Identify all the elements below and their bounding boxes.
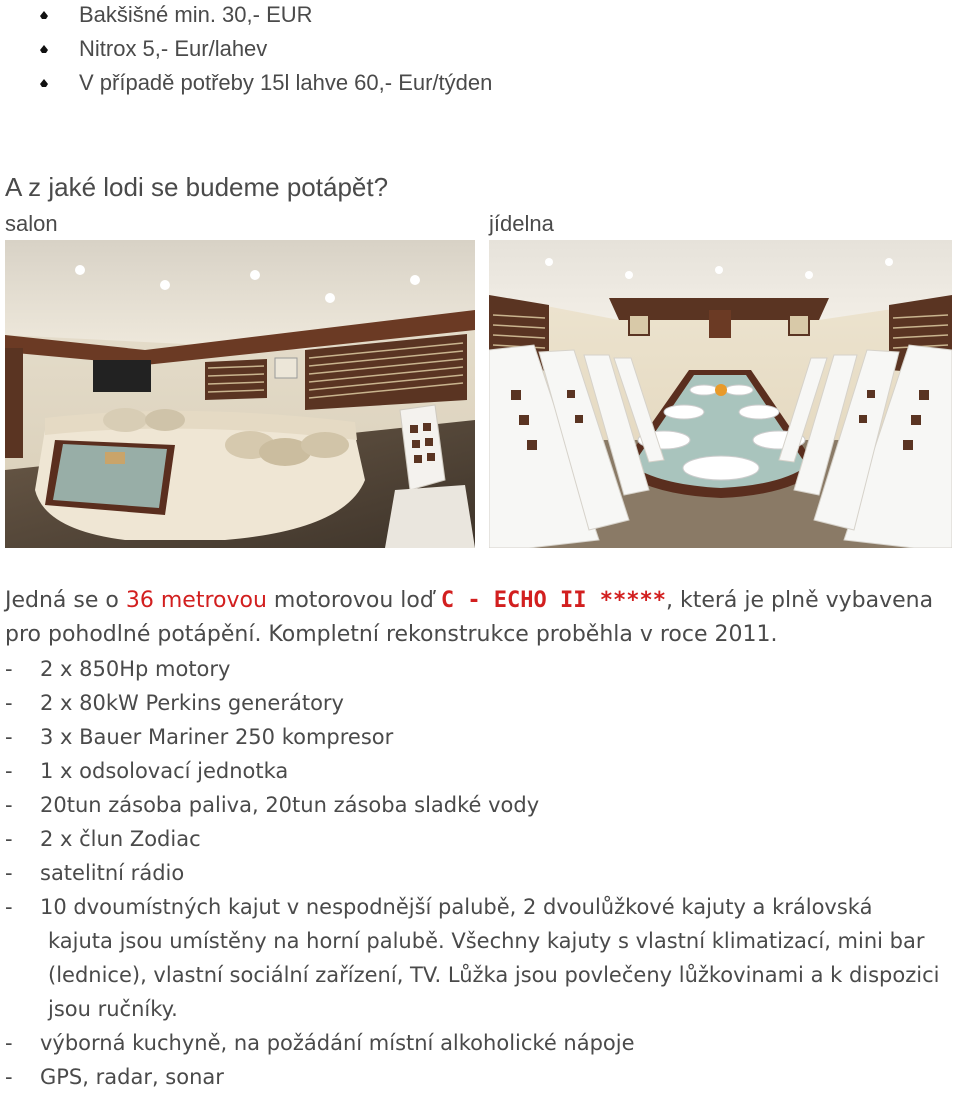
spec-item — [0, 856, 960, 890]
spec-text: 10 dvoumístných kajut v nespodnější palubě, 2 dvoulůžkové kajuty a královská — [40, 895, 873, 919]
fee-list — [0, 0, 700, 102]
intro-text: , která je plně vybavena pro pohodlné potápění. Kompletní rekonstrukce proběhla v roce 2011. — [5, 588, 934, 647]
dash-marker: - — [5, 657, 13, 681]
fee-item-text: Bakšišné min. 30,- EUR — [79, 2, 313, 27]
spec-item — [0, 1026, 960, 1060]
spec-item — [0, 720, 960, 754]
dining-photo — [489, 240, 952, 548]
spec-item — [0, 686, 960, 720]
spec-text: 1 x odsolovací jednotka — [40, 759, 289, 783]
fee-item — [0, 0, 700, 34]
spec-text: 2 x člun Zodiac — [40, 827, 201, 851]
intro-text: motorovou loď — [266, 588, 441, 613]
dash-marker: - — [5, 725, 13, 749]
boat-description — [5, 584, 960, 652]
fee-item-text: Nitrox 5,- Eur/lahev — [79, 36, 268, 61]
spec-text: 20tun zásoba paliva, 20tun zásoba sladké vody — [40, 793, 540, 817]
spec-item — [0, 652, 960, 686]
bullet-icon — [40, 11, 48, 19]
spec-text: 2 x 850Hp motory — [40, 657, 231, 681]
fee-item — [0, 68, 700, 102]
caption-salon: salon — [5, 211, 58, 236]
spec-text: 3 x Bauer Mariner 250 kompresor — [40, 725, 394, 749]
spec-item — [0, 788, 960, 822]
spec-text: výborná kuchyně, na požádání místní alkoholické nápoje — [40, 1031, 635, 1055]
spec-item — [0, 822, 960, 856]
salon-photo — [5, 240, 475, 548]
dash-marker: - — [5, 793, 13, 817]
intro-text: Jedná se o — [5, 588, 126, 613]
spec-item — [0, 1060, 960, 1094]
boat-length: 36 metrovou — [125, 588, 267, 613]
spec-item — [0, 754, 960, 788]
spec-text: satelitní rádio — [40, 861, 185, 885]
spec-text: 2 x 80kW Perkins generátory — [40, 691, 344, 715]
dash-marker: - — [5, 1031, 13, 1055]
dash-marker: - — [5, 1065, 13, 1089]
dash-marker: - — [5, 759, 13, 783]
dash-marker: - — [5, 895, 13, 919]
fee-item-text: V případě potřeby 15l lahve 60,- Eur/týden — [79, 70, 493, 95]
boat-name: C - ECHO II ***** — [440, 588, 666, 613]
boat-specs-list — [0, 652, 960, 1094]
spec-item-cabins — [0, 890, 960, 1026]
spec-text: GPS, radar, sonar — [40, 1065, 224, 1089]
bullet-icon — [40, 79, 48, 87]
caption-dining: jídelna — [489, 211, 554, 236]
dash-marker: - — [5, 691, 13, 715]
spec-text-continued: kajuta jsou umístěny na horní palubě. Všechny kajuty s vlastní klimatizací, mini bar (lednice), vlastní sociální zařízení, TV. Lůžka jsou povlečeny lůžkovinami a k dispozici jsou ručníky. — [48, 929, 940, 1021]
dash-marker: - — [5, 827, 13, 851]
section-heading: A z jaké lodi se budeme potápět? — [5, 172, 389, 202]
fee-item — [0, 34, 700, 68]
bullet-icon — [40, 45, 48, 53]
dash-marker: - — [5, 861, 13, 885]
